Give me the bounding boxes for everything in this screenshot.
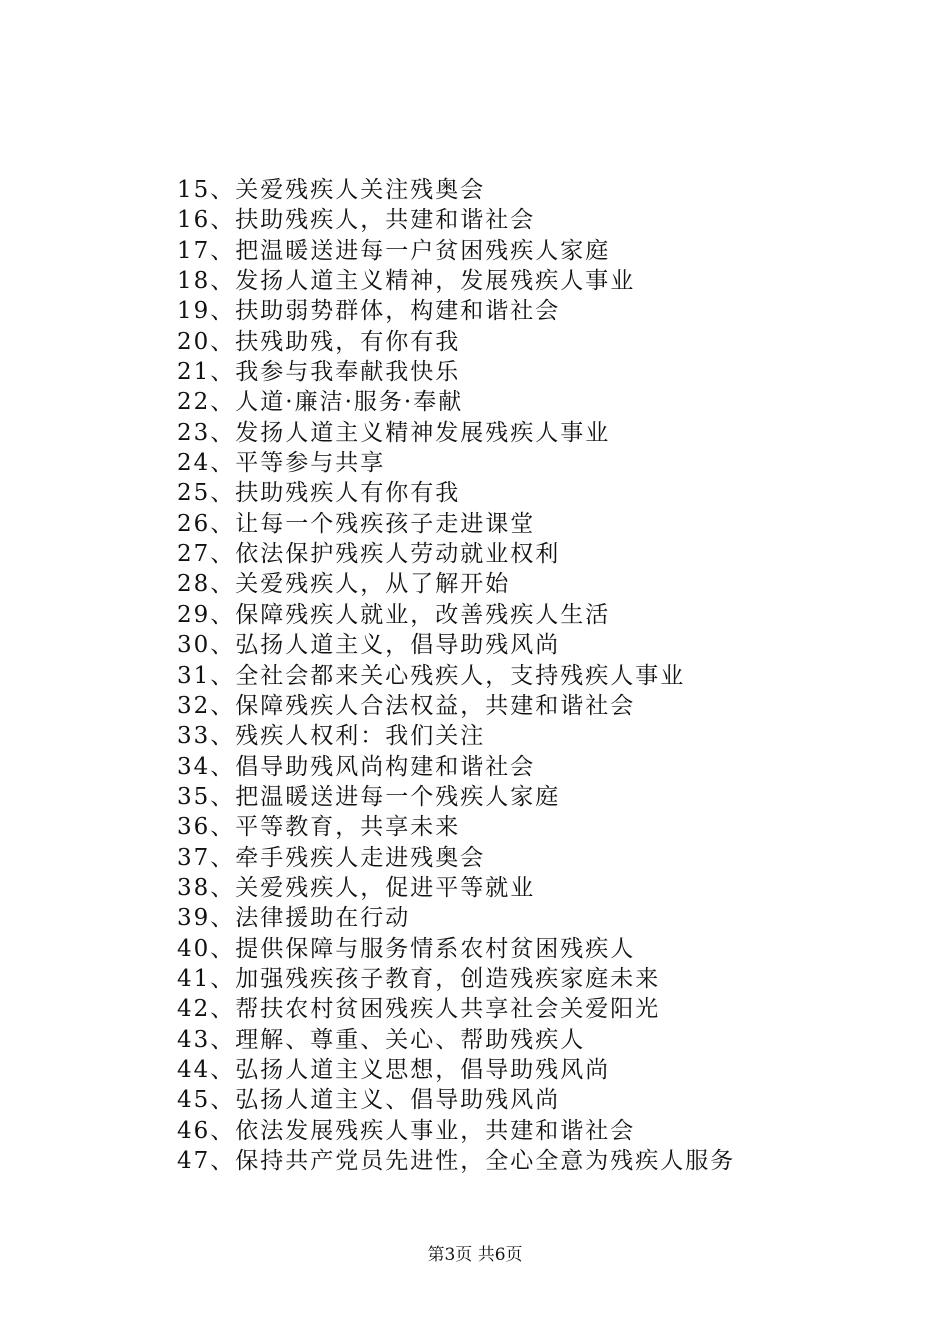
list-item: 46、依法发展残疾人事业，共建和谐社会 bbox=[177, 1117, 636, 1144]
slogan-list bbox=[177, 175, 897, 1176]
page-footer: 第3页 共6页 bbox=[427, 1245, 523, 1265]
list-item: 45、弘扬人道主义、倡导助残风尚 bbox=[177, 1087, 561, 1114]
list-item: 38、关爱残疾人，促进平等就业 bbox=[177, 874, 536, 901]
list-item: 35、把温暖送进每一个残疾人家庭 bbox=[177, 783, 561, 810]
list-item: 34、倡导助残风尚构建和谐社会 bbox=[177, 753, 536, 780]
list-item: 32、保障残疾人合法权益，共建和谐社会 bbox=[177, 692, 636, 719]
list-item: 41、加强残疾孩子教育，创造残疾家庭未来 bbox=[177, 965, 661, 992]
list-item: 36、平等教育，共享未来 bbox=[177, 814, 461, 841]
list-item: 33、残疾人权利：我们关注 bbox=[177, 723, 486, 750]
list-item: 44、弘扬人道主义思想，倡导助残风尚 bbox=[177, 1056, 611, 1083]
list-item: 22、人道·廉洁·服务·奉献 bbox=[177, 389, 464, 416]
list-item: 28、关爱残疾人，从了解开始 bbox=[177, 571, 511, 598]
list-item: 37、牵手残疾人走进残奥会 bbox=[177, 844, 486, 871]
list-item: 18、发扬人道主义精神，发展残疾人事业 bbox=[177, 268, 636, 295]
list-item: 15、关爱残疾人关注残奥会 bbox=[177, 177, 486, 203]
list-item: 21、我参与我奉献我快乐 bbox=[177, 359, 461, 386]
list-item: 42、帮扶农村贫困残疾人共享社会关爱阳光 bbox=[177, 996, 661, 1023]
list-item: 25、扶助残疾人有你有我 bbox=[177, 480, 461, 507]
list-item: 16、扶助残疾人，共建和谐社会 bbox=[177, 207, 536, 234]
list-item: 24、平等参与共享 bbox=[177, 450, 386, 477]
list-item: 20、扶残助残，有你有我 bbox=[177, 328, 461, 355]
list-item: 19、扶助弱势群体，构建和谐社会 bbox=[177, 298, 561, 325]
list-item: 26、让每一个残疾孩子走进课堂 bbox=[177, 510, 536, 537]
list-item: 39、法律援助在行动 bbox=[177, 905, 411, 932]
list-item: 17、把温暖送进每一户贫困残疾人家庭 bbox=[177, 237, 611, 264]
list-item: 29、保障残疾人就业，改善残疾人生活 bbox=[177, 601, 611, 628]
list-item: 31、全社会都来关心残疾人，支持残疾人事业 bbox=[177, 662, 686, 689]
list-item: 23、发扬人道主义精神发展残疾人事业 bbox=[177, 419, 611, 446]
list-item: 40、提供保障与服务情系农村贫困残疾人 bbox=[177, 935, 636, 962]
list-item: 27、依法保护残疾人劳动就业权利 bbox=[177, 541, 561, 568]
list-item: 43、理解、尊重、关心、帮助残疾人 bbox=[177, 1026, 586, 1053]
list-item: 47、保持共产党员先进性，全心全意为残疾人服务 bbox=[177, 1148, 736, 1174]
list-item: 30、弘扬人道主义，倡导助残风尚 bbox=[177, 632, 561, 659]
